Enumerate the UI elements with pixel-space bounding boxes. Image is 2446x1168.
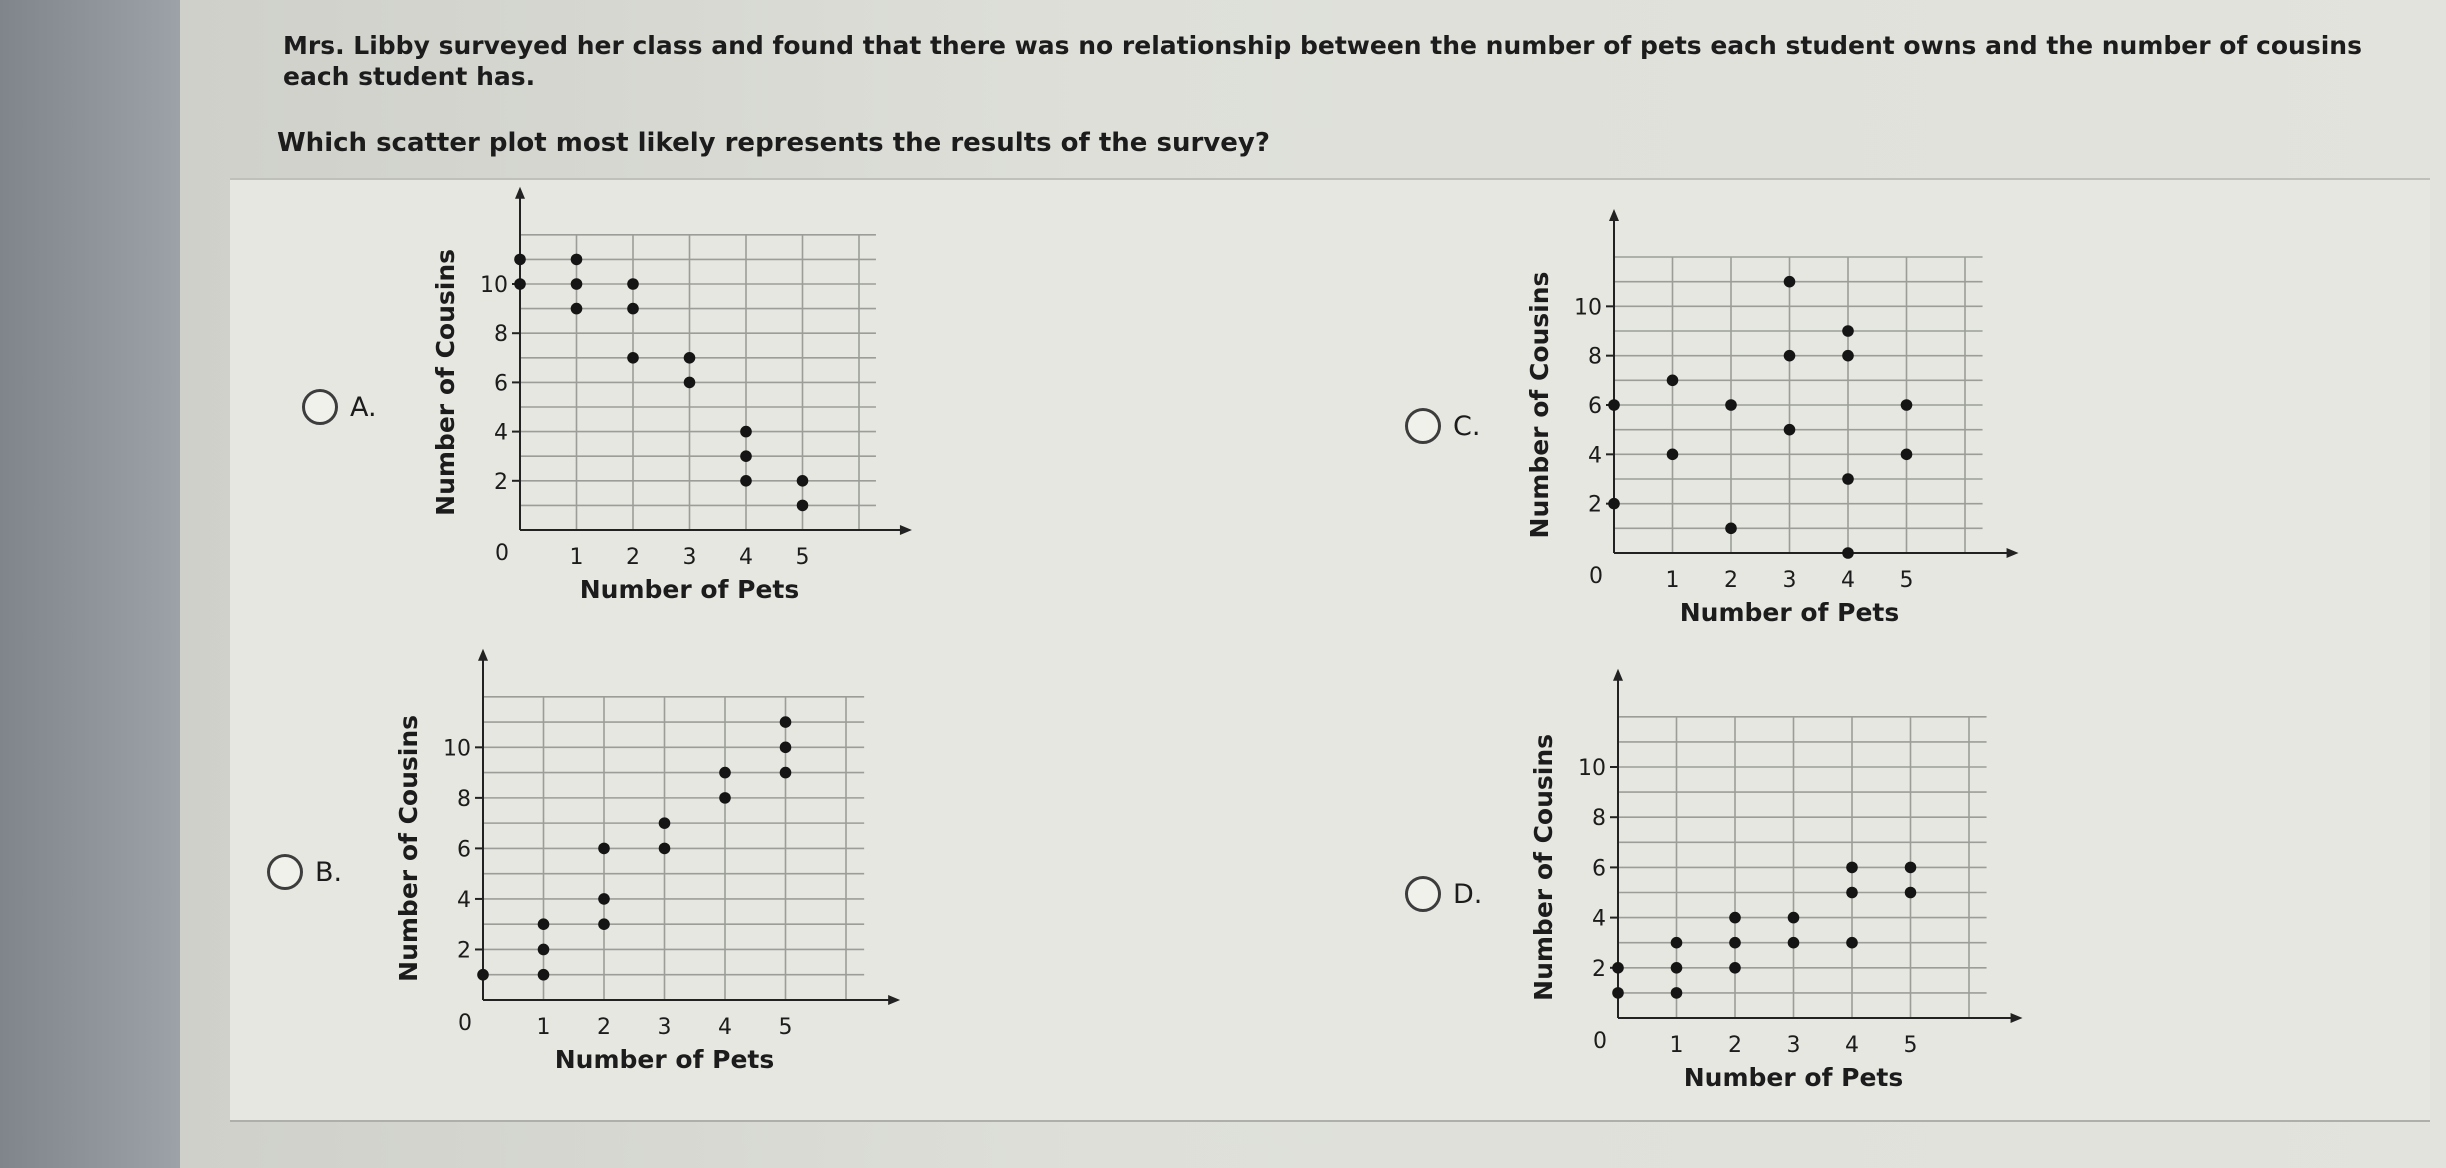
y-tick-label: 8 bbox=[1592, 806, 1606, 832]
x-tick-label: 5 bbox=[778, 1015, 793, 1040]
x-tick-label: 2 bbox=[1728, 1033, 1742, 1058]
y-tick-label: 10 bbox=[443, 736, 471, 762]
x-tick-label: 4 bbox=[1845, 1033, 1859, 1058]
option-d-label: D. bbox=[1453, 878, 1483, 910]
x-tick-label: 3 bbox=[657, 1015, 672, 1040]
data-point bbox=[1729, 962, 1741, 974]
data-point bbox=[1846, 887, 1858, 899]
y-tick-label: 10 bbox=[1574, 295, 1602, 321]
option-b-label: B. bbox=[315, 856, 343, 888]
y-tick-label: 4 bbox=[1588, 443, 1602, 469]
data-point bbox=[1788, 912, 1800, 924]
y-tick-label: 2 bbox=[1592, 956, 1606, 982]
data-point bbox=[1671, 987, 1683, 999]
x-axis-title: Number of Pets bbox=[554, 1045, 775, 1074]
y-tick-label: 4 bbox=[494, 420, 508, 446]
y-axis-title: Number of Cousins bbox=[394, 714, 423, 982]
option-c-label: C. bbox=[1453, 410, 1481, 442]
x-tick-label: 2 bbox=[626, 545, 640, 570]
x-tick-label: 1 bbox=[1665, 568, 1680, 593]
x-tick-label: 3 bbox=[1782, 568, 1797, 593]
x-tick-label: 5 bbox=[1899, 568, 1914, 593]
data-point bbox=[1612, 987, 1624, 999]
y-axis-title: Number of Cousins bbox=[431, 248, 460, 516]
y-tick-label: 8 bbox=[457, 786, 471, 812]
data-point bbox=[1612, 962, 1624, 974]
x-tick-label: 5 bbox=[1903, 1033, 1918, 1058]
data-point bbox=[1671, 962, 1683, 974]
origin-label: 0 bbox=[1593, 1029, 1607, 1054]
y-tick-label: 2 bbox=[1588, 492, 1602, 518]
y-tick-label: 6 bbox=[1592, 856, 1606, 882]
x-tick-label: 1 bbox=[1669, 1033, 1684, 1058]
y-tick-label: 2 bbox=[457, 938, 471, 964]
x-tick-label: 4 bbox=[718, 1015, 732, 1040]
data-point bbox=[1846, 937, 1858, 949]
data-point bbox=[1729, 937, 1741, 949]
option-a-label: A. bbox=[350, 391, 377, 423]
y-tick-label: 4 bbox=[457, 887, 471, 913]
y-tick-label: 8 bbox=[494, 322, 508, 348]
data-point bbox=[1905, 887, 1917, 899]
y-axis-title: Number of Cousins bbox=[1529, 733, 1558, 1001]
data-point bbox=[1905, 862, 1917, 874]
question-prompt: Mrs. Libby surveyed her class and found that there was no relationship between the number of pets each student owns and the number of cousins each student has. bbox=[283, 31, 2362, 91]
x-tick-label: 3 bbox=[682, 545, 697, 570]
data-point bbox=[1846, 862, 1858, 874]
y-tick-label: 2 bbox=[494, 469, 508, 495]
y-tick-label: 6 bbox=[1588, 394, 1602, 419]
y-tick-label: 6 bbox=[457, 837, 471, 863]
origin-label: 0 bbox=[495, 541, 509, 566]
origin-label: 0 bbox=[458, 1011, 472, 1036]
x-axis-title: Number of Pets bbox=[1679, 598, 1900, 627]
x-axis-title: Number of Pets bbox=[1683, 1063, 1904, 1092]
y-tick-label: 4 bbox=[1592, 906, 1606, 932]
x-tick-label: 3 bbox=[1786, 1033, 1801, 1058]
y-tick-label: 10 bbox=[1578, 756, 1606, 781]
x-tick-label: 2 bbox=[597, 1015, 611, 1040]
x-tick-label: 5 bbox=[795, 545, 810, 570]
x-axis-title: Number of Pets bbox=[579, 575, 800, 604]
x-tick-label: 4 bbox=[1841, 568, 1855, 593]
y-tick-label: 10 bbox=[480, 273, 508, 298]
x-tick-label: 1 bbox=[569, 545, 584, 570]
x-tick-label: 4 bbox=[739, 545, 753, 570]
x-tick-label: 2 bbox=[1724, 568, 1738, 593]
data-point bbox=[1671, 937, 1683, 949]
data-point bbox=[1729, 912, 1741, 924]
y-tick-label: 6 bbox=[494, 371, 508, 397]
origin-label: 0 bbox=[1589, 564, 1603, 589]
question-sub-prompt: Which scatter plot most likely represents the results of the survey? bbox=[277, 128, 1270, 158]
x-tick-label: 1 bbox=[536, 1015, 551, 1040]
x-axis-arrow bbox=[2011, 1013, 2023, 1023]
y-axis-title: Number of Cousins bbox=[1525, 271, 1554, 539]
data-point bbox=[1788, 937, 1800, 949]
y-axis-arrow bbox=[1613, 669, 1623, 681]
y-tick-label: 8 bbox=[1588, 344, 1602, 370]
